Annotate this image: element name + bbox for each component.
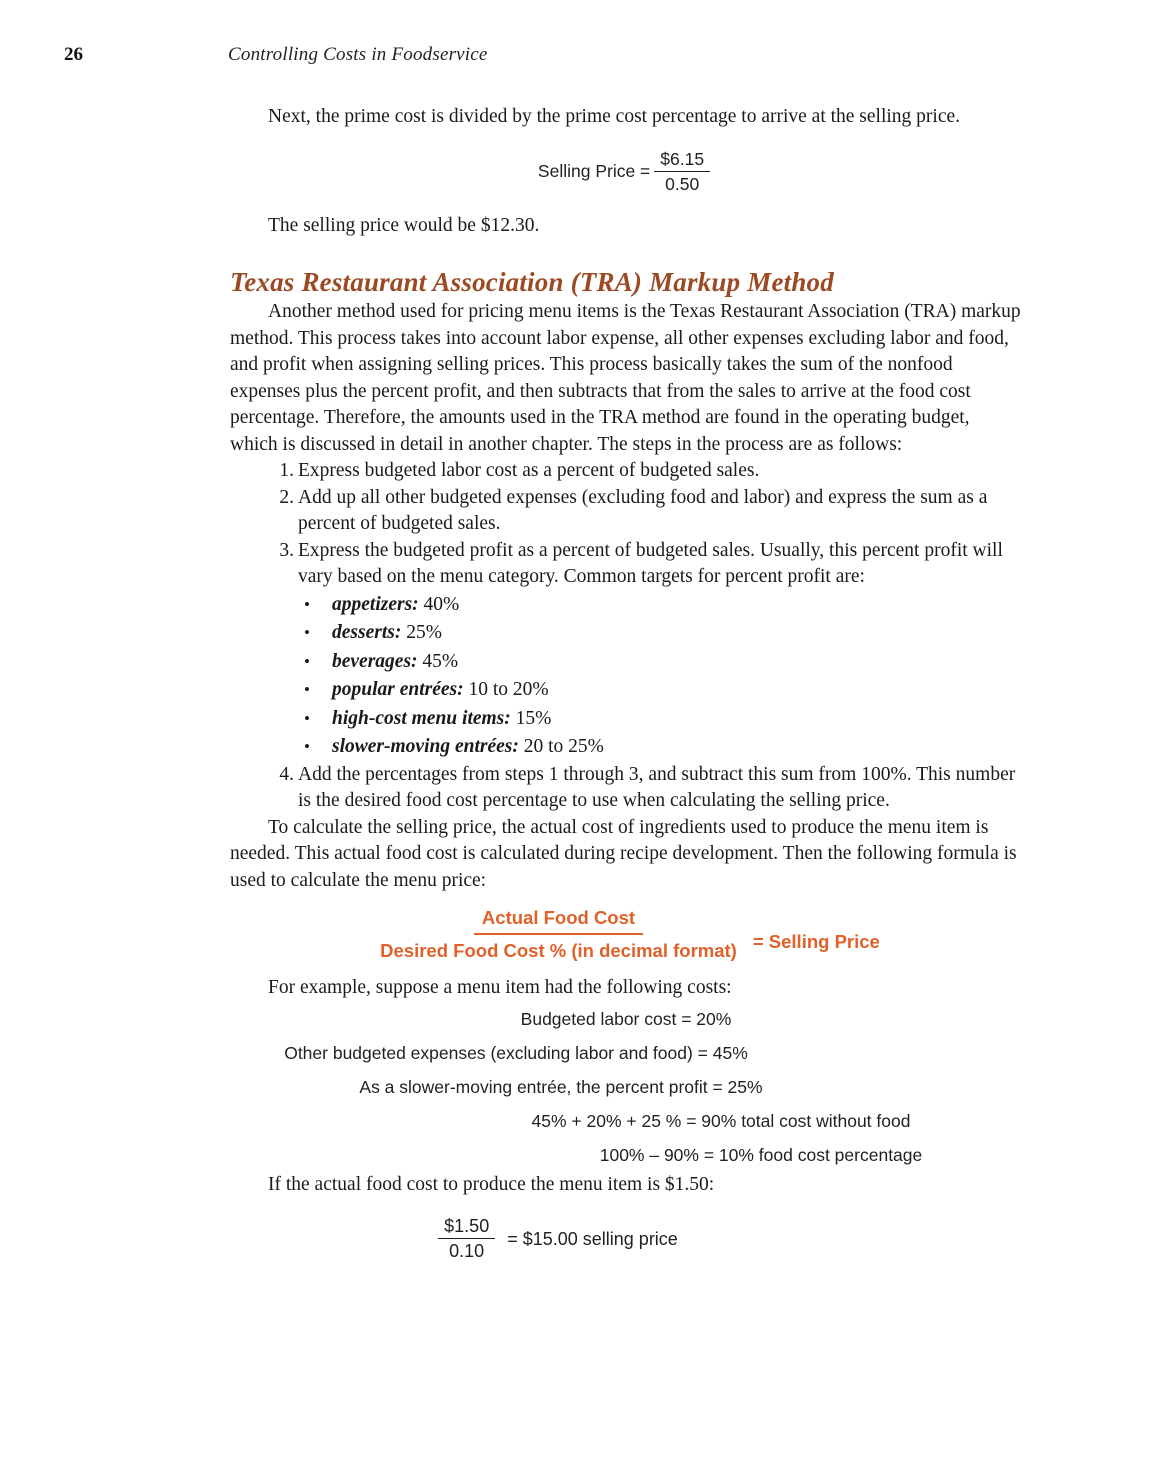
bullet-icon: • <box>304 708 310 728</box>
list-item <box>230 591 1022 620</box>
list-item <box>230 538 1022 591</box>
step-text: Add up all other budgeted expenses (excluding food and labor) and express the sum as a percent of budgeted sales. <box>298 486 988 534</box>
fraction-denominator: 0.50 <box>665 173 700 194</box>
example-line: 100% – 90% = 10% food cost percentage <box>599 1144 923 1165</box>
step-number: 1. <box>279 460 294 481</box>
fraction-numerator: $6.15 <box>654 149 710 172</box>
target-term: appetizers: <box>332 593 419 615</box>
running-head <box>0 44 1156 74</box>
profit-targets-list <box>230 591 1022 762</box>
step-text: Express the budgeted profit as a percent of budgeted sales. Usually, this percent profit will vary based on the menu category. Common targets for percent profit are: <box>298 539 1003 587</box>
steps-list <box>230 458 1022 591</box>
target-value: 45% <box>422 650 459 672</box>
formula-fraction <box>372 906 745 963</box>
example-line: Other budgeted expenses (excluding labor and food) = 45% <box>284 1042 748 1063</box>
step-text: Add the percentages from steps 1 through 3, and subtract this sum from 100%. This number is the desired food cost percentage to use when calculating the selling price. <box>298 763 1016 811</box>
step-number: 4. <box>279 763 294 785</box>
section-paragraph: Another method used for pricing menu items is the Texas Restaurant Association (TRA) markup method. This process takes into account labor expense, all other expenses excluding labor and food, and profit when assigning selling prices. This process basically takes the sum of the nonfood expenses plus the percent profit, and then subtracts that from the sales to arrive at the food cost percentage. Therefore, the amounts used in the TRA method are found in the operating budget, which is discussed in detail in another chapter. The steps in the process are as follows: <box>230 301 1021 455</box>
example-line: Budgeted labor cost = 20% <box>520 1008 732 1029</box>
target-value: 25% <box>406 622 442 643</box>
final-result: = $15.00 selling price <box>507 1228 678 1249</box>
intro-paragraph: Next, the prime cost is divided by the prime cost percentage to arrive at the selling price. <box>268 106 961 127</box>
target-term: high-cost menu items: <box>332 707 511 729</box>
selling-price-fraction <box>654 149 710 195</box>
list-item <box>230 619 1022 648</box>
bullet-icon: • <box>304 737 310 756</box>
step-number: 3. <box>279 539 294 561</box>
list-item <box>230 458 1022 485</box>
target-term: popular entrées: <box>332 679 464 700</box>
page-number: 26 <box>64 44 83 65</box>
example-lead: For example, suppose a menu item had the following costs: <box>268 977 732 998</box>
target-term: beverages: <box>332 650 418 672</box>
target-value: 10 to 20% <box>468 679 549 700</box>
steps-list-continued <box>230 762 1022 815</box>
calculation-paragraph: To calculate the selling price, the actual cost of ingredients used to produce the menu item is needed. This actual food cost is calculated during recipe development. Then the following formula is used to calculate the menu price: <box>230 816 1017 891</box>
list-item <box>230 648 1022 677</box>
list-item <box>230 485 1022 538</box>
bullet-icon: • <box>304 594 310 614</box>
example-line: As a slower-moving entrée, the percent profit = 25% <box>359 1076 763 1097</box>
final-equation <box>90 1216 1022 1262</box>
step-text: Express budgeted labor cost as a percent of budgeted sales. <box>298 460 760 481</box>
bullet-icon: • <box>304 680 310 699</box>
formula-denominator: Desired Food Cost % (in decimal format) <box>380 940 737 961</box>
selling-price-formula <box>230 906 1022 963</box>
formula-equals: = Selling Price <box>752 930 880 952</box>
intro-result: The selling price would be $12.30. <box>268 214 540 236</box>
list-item <box>230 762 1022 815</box>
list-item <box>230 705 1022 734</box>
book-title: Controlling Costs in Foodservice <box>228 44 488 65</box>
bullet-icon: • <box>304 651 310 671</box>
formula-numerator: Actual Food Cost <box>474 906 643 935</box>
bullet-icon: • <box>304 623 310 642</box>
selling-price-equation <box>230 149 1022 195</box>
list-item <box>230 733 1022 762</box>
final-fraction <box>438 1216 495 1262</box>
final-numerator: $1.50 <box>438 1216 495 1239</box>
section-heading: Texas Restaurant Association (TRA) Markup Method <box>230 267 834 297</box>
target-term: desserts: <box>332 622 402 643</box>
target-term: slower-moving entrées: <box>332 736 519 757</box>
example-line: 45% + 20% + 25 % = 90% total cost without food <box>531 1110 911 1131</box>
list-item <box>230 676 1022 705</box>
final-denominator: 0.10 <box>449 1241 485 1261</box>
text-column <box>230 104 1022 1262</box>
target-value: 40% <box>423 593 460 615</box>
actual-cost-lead: If the actual food cost to produce the menu item is $1.50: <box>268 1173 715 1195</box>
step-number: 2. <box>279 486 294 508</box>
target-value: 15% <box>515 707 552 729</box>
target-value: 20 to 25% <box>523 736 604 757</box>
selling-price-label: Selling Price = <box>537 161 651 181</box>
